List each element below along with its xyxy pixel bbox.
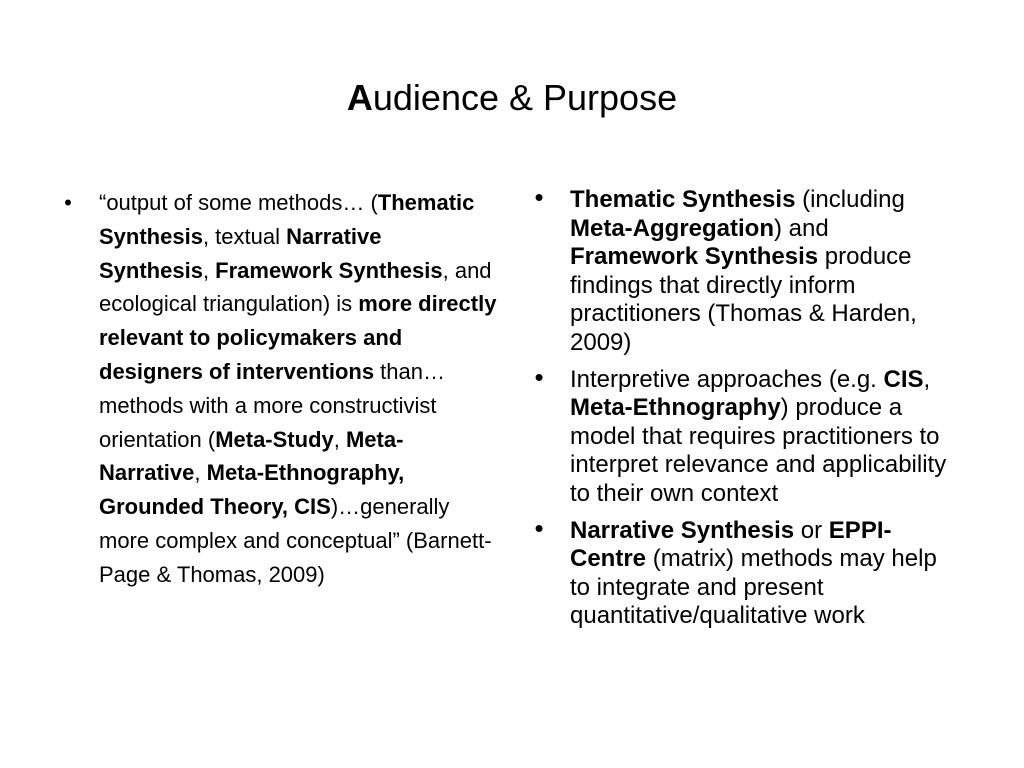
right-bullet-item-2	[528, 361, 958, 509]
left-bold-2: Narrative Synthesis	[99, 223, 382, 283]
right1-text-1: (including	[795, 186, 905, 213]
left-text-4: , and ecological triangulation) is	[99, 257, 492, 317]
left-bold-3: Framework Synthesis	[215, 257, 443, 283]
right2-bold-2: Meta-Ethnography	[570, 394, 781, 422]
left-text-6: ,	[333, 426, 346, 452]
left-text-7: ,	[194, 460, 207, 486]
left-text-8: )…generally more complex and conceptual” (Barnett-Page & Thomas, 2009)	[99, 494, 492, 587]
right2-text-2: ,	[923, 365, 931, 393]
bullet-dot-icon: •	[534, 512, 544, 543]
left-bullet-list	[57, 186, 497, 592]
title-rest: udience & Purpose	[372, 77, 678, 118]
right1-text-2: ) and	[774, 214, 829, 242]
left-text-5: than… methods with a more constructivist orientation (	[99, 358, 445, 452]
right-bullet-list	[528, 182, 958, 639]
right1-bold-3: Framework Synthesis	[570, 243, 819, 271]
right-bullet-item-3	[528, 512, 958, 631]
left-bold-7: Meta-Ethnography, Grounded Theory, CIS	[99, 460, 405, 520]
left-bold-6: Meta-Narrative	[99, 426, 404, 486]
bullet-dot-icon: •	[64, 190, 72, 215]
bullet-dot-icon: •	[534, 361, 544, 392]
left-text-3: ,	[202, 257, 216, 283]
right1-bold-2: Meta-Aggregation	[570, 214, 774, 242]
left-bold-4: more directly relevant to policymakers and designers of interventions	[99, 291, 497, 384]
left-text-1: “output of some methods… (	[99, 190, 378, 215]
left-bold-5: Meta-Study	[215, 426, 334, 452]
right1-bold-1: Thematic Synthesis	[570, 186, 796, 213]
left-bold-1: Thematic Synthesis	[99, 190, 475, 249]
right2-bold-1: CIS	[883, 365, 924, 393]
title-initial: A	[346, 77, 373, 118]
right3-bold-1: Narrative Synthesis	[570, 516, 795, 544]
right-bullet-item-1	[528, 182, 958, 358]
right3-bold-2: EPPI-Centre	[570, 516, 892, 573]
right3-text-2: (matrix) methods may help to integrate and present quantitative/qualitative work	[570, 545, 937, 630]
left-text-2: , textual	[202, 223, 287, 249]
right2-text-1: Interpretive approaches (e.g.	[570, 365, 884, 393]
right3-text-1: or	[794, 516, 829, 544]
slide-title	[0, 76, 1024, 120]
bullet-dot-icon: •	[534, 182, 544, 212]
right2-text-3: ) produce a model that requires practitioners to interpret relevance and applicability to their own context	[570, 394, 947, 507]
right1-text-3: produce findings that directly inform practitioners (Thomas & Harden, 2009)	[570, 243, 917, 356]
left-bullet-item	[57, 186, 497, 592]
